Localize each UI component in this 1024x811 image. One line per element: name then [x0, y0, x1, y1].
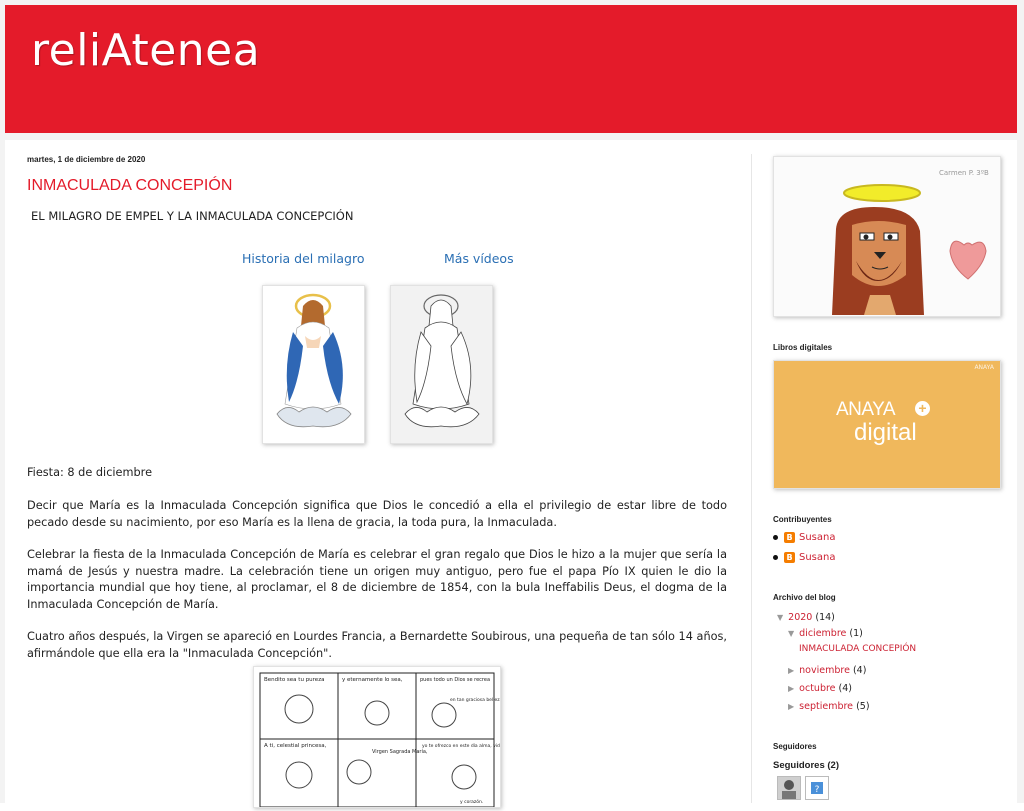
- triangle-down-icon[interactable]: ▼: [788, 629, 795, 638]
- comic-text-5: A ti, celestial princesa,: [264, 743, 327, 749]
- archive-month-septiembre[interactable]: ▶ septiembre (5): [788, 701, 870, 712]
- blogger-icon: B: [784, 532, 795, 543]
- triangle-right-icon[interactable]: ▶: [788, 666, 795, 675]
- contributor-name[interactable]: Susana: [799, 552, 836, 563]
- virgin-coloring-image[interactable]: [390, 285, 493, 444]
- triangle-right-icon[interactable]: ▶: [788, 684, 795, 693]
- paragraph-fiesta: Fiesta: 8 de diciembre: [27, 466, 153, 479]
- virgin-bw-illustration: [391, 286, 492, 443]
- anaya-sub: digital: [854, 419, 917, 446]
- comic-text-7: yo te ofrezco en este día alma, vida: [422, 744, 500, 749]
- column-divider: [751, 154, 752, 803]
- comic-text-8: y corazón.: [460, 800, 484, 805]
- followers-count: Seguidores (2): [773, 760, 839, 771]
- triangle-down-icon[interactable]: ▼: [777, 613, 784, 622]
- triangle-right-icon[interactable]: ▶: [788, 702, 795, 711]
- link-historia-milagro[interactable]: Historia del milagro: [242, 251, 365, 266]
- child-drawing-image[interactable]: [773, 156, 1001, 317]
- post-title[interactable]: INMACULADA CONCEPIÓN: [27, 177, 233, 194]
- paragraph-1: Decir que María es la Inmaculada Concepción significa que Dios le concedió a ella el privilegio de estar libre de todo pecado desde su nacimiento, por eso María es la llena de gracia, la toda pura, la Inmaculada.: [27, 499, 727, 529]
- contributor-1[interactable]: [773, 532, 836, 543]
- comic-text-1: Bendito sea tu pureza: [264, 677, 325, 683]
- bullet-icon: [773, 535, 778, 540]
- comic-text-2: y eternamente lo sea,: [342, 677, 403, 683]
- blogger-icon: B: [784, 552, 795, 563]
- avatar-unknown-icon: [806, 777, 828, 799]
- paragraph-2: Celebrar la fiesta de la Inmaculada Concepción de María es celebrar el gran regalo que Dios le hizo a la mujer que sería la mamá de Jesús y nuestra madre. La celebración tiene un origen muy antiguo, pero fue el papa Pío IX quien le dio la importancia mundial que hoy tiene, al proclamar, el 8 de diciembre de 1854, con la bula Ineffabilis Deus, el dogma de la Inmaculada Concepción de María.: [27, 548, 727, 611]
- content-area: [5, 140, 1017, 803]
- coloring-comic-illustration: [254, 667, 500, 807]
- anaya-digital-banner[interactable]: [773, 360, 1001, 489]
- comic-text-3: pues todo un Dios se recrea: [420, 677, 491, 683]
- contribuyentes-title: Contribuyentes: [773, 515, 832, 524]
- archive-post-link[interactable]: INMACULADA CONCEPIÓN: [799, 644, 917, 654]
- drawing-caption: Carmen P. 3ºB: [939, 169, 989, 177]
- contributor-name[interactable]: Susana: [799, 532, 836, 543]
- blog-header: [5, 5, 1017, 133]
- comic-text-6: Virgen Sagrada María,: [372, 749, 428, 755]
- follower-avatar-2[interactable]: [805, 776, 829, 800]
- archive-month-noviembre[interactable]: ▶ noviembre (4): [788, 665, 867, 676]
- blog-title[interactable]: reliAtenea: [31, 25, 261, 76]
- virgin-color-image[interactable]: [262, 285, 365, 444]
- bullet-icon: [773, 555, 778, 560]
- seguidores-title: Seguidores: [773, 742, 817, 751]
- archivo-title: Archivo del blog: [773, 593, 836, 602]
- link-mas-videos[interactable]: Más vídeos: [444, 251, 514, 266]
- post-date: martes, 1 de diciembre de 2020: [27, 155, 146, 164]
- archive-month-diciembre[interactable]: ▼ diciembre (1): [788, 628, 863, 639]
- contributor-2[interactable]: [773, 552, 836, 563]
- svg-text:?: ?: [814, 785, 820, 795]
- paragraph-3: Cuatro años después, la Virgen se apareció en Lourdes Francia, a Bernardette Soubirous, una pequeña de tan sólo 14 años, afirmándole que ella era la "Inmaculada Concepción".: [27, 630, 727, 660]
- jesus-drawing-illustration: [774, 157, 1000, 316]
- archive-year[interactable]: ▼ 2020 (14): [777, 612, 835, 623]
- anaya-brand: ANAYA: [836, 399, 896, 420]
- coloring-comic-image[interactable]: [253, 666, 501, 808]
- anaya-corner-label: ANAYA: [974, 364, 994, 371]
- avatar-photo-icon: [778, 777, 800, 799]
- virgin-color-illustration: [263, 286, 364, 443]
- anaya-plus-icon: +: [915, 401, 930, 416]
- follower-avatar-1[interactable]: [777, 776, 801, 800]
- archive-month-octubre[interactable]: ▶ octubre (4): [788, 683, 853, 694]
- post-subtitle: EL MILAGRO DE EMPEL Y LA INMACULADA CONCEPCIÓN: [31, 209, 354, 223]
- libros-digitales-title: Libros digitales: [773, 343, 833, 352]
- comic-text-4: en tan graciosa belleza: [450, 698, 500, 703]
